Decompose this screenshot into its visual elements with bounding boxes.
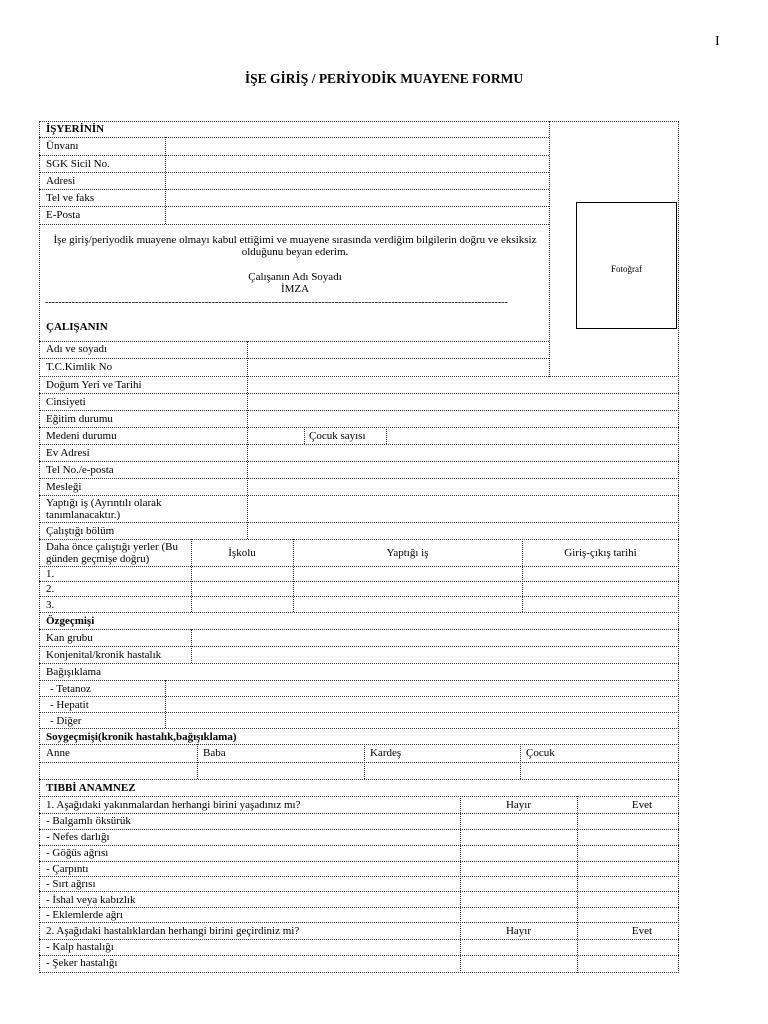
vaccine-hepatitis-field[interactable]	[166, 697, 678, 711]
employer-address-field[interactable]	[166, 173, 548, 188]
employee-job-label: Yaptığı iş (Ayrıntılı olarak tanımlanacaktır.)	[46, 497, 162, 521]
employee-name-field[interactable]	[248, 342, 548, 357]
employee-marital-field[interactable]	[248, 428, 303, 443]
vaccination-label: Bağışıklama	[46, 666, 101, 678]
photo-box[interactable]	[576, 202, 677, 329]
employee-phone-field[interactable]	[248, 462, 678, 477]
employer-title-field[interactable]	[166, 138, 548, 154]
employer-heading: İŞYERİNİN	[46, 123, 105, 135]
symptom-back-pain-label: - Sırt ağrısı	[46, 878, 96, 890]
employee-education-label: Eğitim durumu	[46, 413, 113, 425]
employee-marital-label: Medeni durumu	[46, 430, 117, 442]
symptom-palpitation-label: - Çarpıntı	[46, 863, 89, 875]
vaccine-hepatitis-label: - Hepatit	[50, 699, 89, 711]
vaccine-other-label: - Diğer	[50, 715, 82, 727]
employee-tc-field[interactable]	[248, 359, 548, 375]
declaration-text: İşe giriş/periyodik muayene olmayı kabul ettiğimi ve muayene sırasında verdiğim bilgilerin doğru ve eksiksiz olduğunu beyan ederim.	[53, 234, 537, 258]
disease-diabetes-label: - Şeker hastalığı	[46, 957, 118, 969]
q2-no-header: Hayır	[505, 925, 532, 937]
previous-job-row-2: 2.	[46, 583, 55, 595]
previous-jobs-col-sector: İşkolu	[228, 547, 256, 559]
history-heading: Özgeçmişi	[46, 615, 95, 627]
employer-phone-field[interactable]	[166, 190, 548, 205]
vaccine-other-field[interactable]	[166, 713, 678, 727]
employee-child-count-label: Çocuk sayısı	[309, 430, 366, 442]
previous-job-row-1: 1.	[46, 568, 55, 580]
blood-type-label: Kan grubu	[46, 632, 93, 644]
employee-occupation-label: Mesleği	[46, 481, 82, 493]
employee-heading: ÇALIŞANIN	[46, 321, 108, 333]
employee-name-signature-label: Çalışanın Adı Soyadı	[248, 271, 342, 283]
employee-name-label: Adı ve soyadı	[46, 343, 108, 355]
previous-jobs-col-job: Yaptığı iş	[386, 547, 429, 559]
employee-job-field[interactable]	[248, 496, 678, 521]
chronic-disease-label: Konjenital/kronik hastalık	[46, 649, 162, 661]
signature-label: İMZA	[280, 283, 310, 295]
symptom-chest-pain-label: - Göğüs ağrısı	[46, 847, 109, 859]
vaccine-tetanus-field[interactable]	[166, 681, 678, 695]
previous-job-row-3: 3.	[46, 599, 55, 611]
page-number: I	[715, 34, 720, 49]
employer-email-field[interactable]	[166, 207, 548, 223]
disease-heart-label: - Kalp hastalığı	[46, 941, 114, 953]
employer-address-label: Adresi	[46, 175, 76, 187]
symptom-joint-pain-label: - Eklemlerde ağrı	[46, 909, 123, 921]
employee-education-field[interactable]	[248, 411, 678, 426]
previous-jobs-label: Daha önce çalıştığı yerler (Bu günden geçmişe doğru)	[46, 541, 178, 565]
vaccine-tetanus-label: - Tetanoz	[50, 683, 91, 695]
employee-department-field[interactable]	[248, 523, 678, 538]
family-father-label: Baba	[203, 747, 226, 759]
employee-birth-field[interactable]	[248, 377, 678, 392]
family-child-label: Çocuk	[526, 747, 555, 759]
employer-sgk-label: SGK Sicil No.	[46, 158, 110, 170]
q1-no-header: Hayır	[505, 799, 532, 811]
employee-department-label: Çalıştığı bölüm	[46, 525, 115, 537]
form-title: İŞE GİRİŞ / PERİYODİK MUAYENE FORMU	[244, 71, 524, 86]
blood-type-field[interactable]	[192, 630, 678, 645]
family-history-heading: Soygeçmişi(kronik hastalık,bağışıklama)	[46, 731, 237, 743]
symptom-diarrhea-label: - İshal veya kabızlık	[46, 894, 136, 906]
anamnesis-question-2: 2. Aşağıdaki hastalıklardan herhangi birini geçirdiniz mi?	[46, 925, 300, 937]
photo-label: Fotoğraf	[611, 264, 642, 274]
anamnesis-question-1: 1. Aşağıdaki yakınmalardan herhangi birini yaşadınız mı?	[46, 799, 301, 811]
employer-title-label: Ünvanı	[46, 140, 79, 152]
chronic-disease-field[interactable]	[192, 647, 678, 662]
employee-tc-label: T.C.Kimlik No	[46, 361, 113, 373]
employee-child-count-field[interactable]	[387, 428, 678, 443]
symptom-cough-label: - Balgamlı öksürük	[46, 815, 131, 827]
anamnesis-heading: TIBBİ ANAMNEZ	[46, 782, 136, 794]
previous-jobs-col-dates: Giriş-çıkış tarihi	[564, 547, 637, 559]
family-sibling-label: Kardeş	[370, 747, 402, 759]
symptom-breath-label: - Nefes darlığı	[46, 831, 110, 843]
q2-yes-header: Evet	[631, 925, 653, 937]
employee-birth-label: Doğum Yeri ve Tarihi	[46, 379, 142, 391]
declaration-separator: -------------------------------------------------------------------------------------------------------------------------------------------	[45, 297, 508, 308]
employee-gender-label: Cinsiyeti	[46, 396, 86, 408]
employee-phone-label: Tel No./e-posta	[46, 464, 114, 476]
employee-home-address-label: Ev Adresi	[46, 447, 90, 459]
family-mother-label: Anne	[46, 747, 70, 759]
employee-home-address-field[interactable]	[248, 445, 678, 460]
employer-phone-label: Tel ve faks	[46, 192, 95, 204]
q1-yes-header: Evet	[631, 799, 653, 811]
employer-sgk-field[interactable]	[166, 156, 548, 171]
employer-email-label: E-Posta	[46, 209, 81, 221]
employee-gender-field[interactable]	[248, 394, 678, 409]
employee-occupation-field[interactable]	[248, 479, 678, 494]
